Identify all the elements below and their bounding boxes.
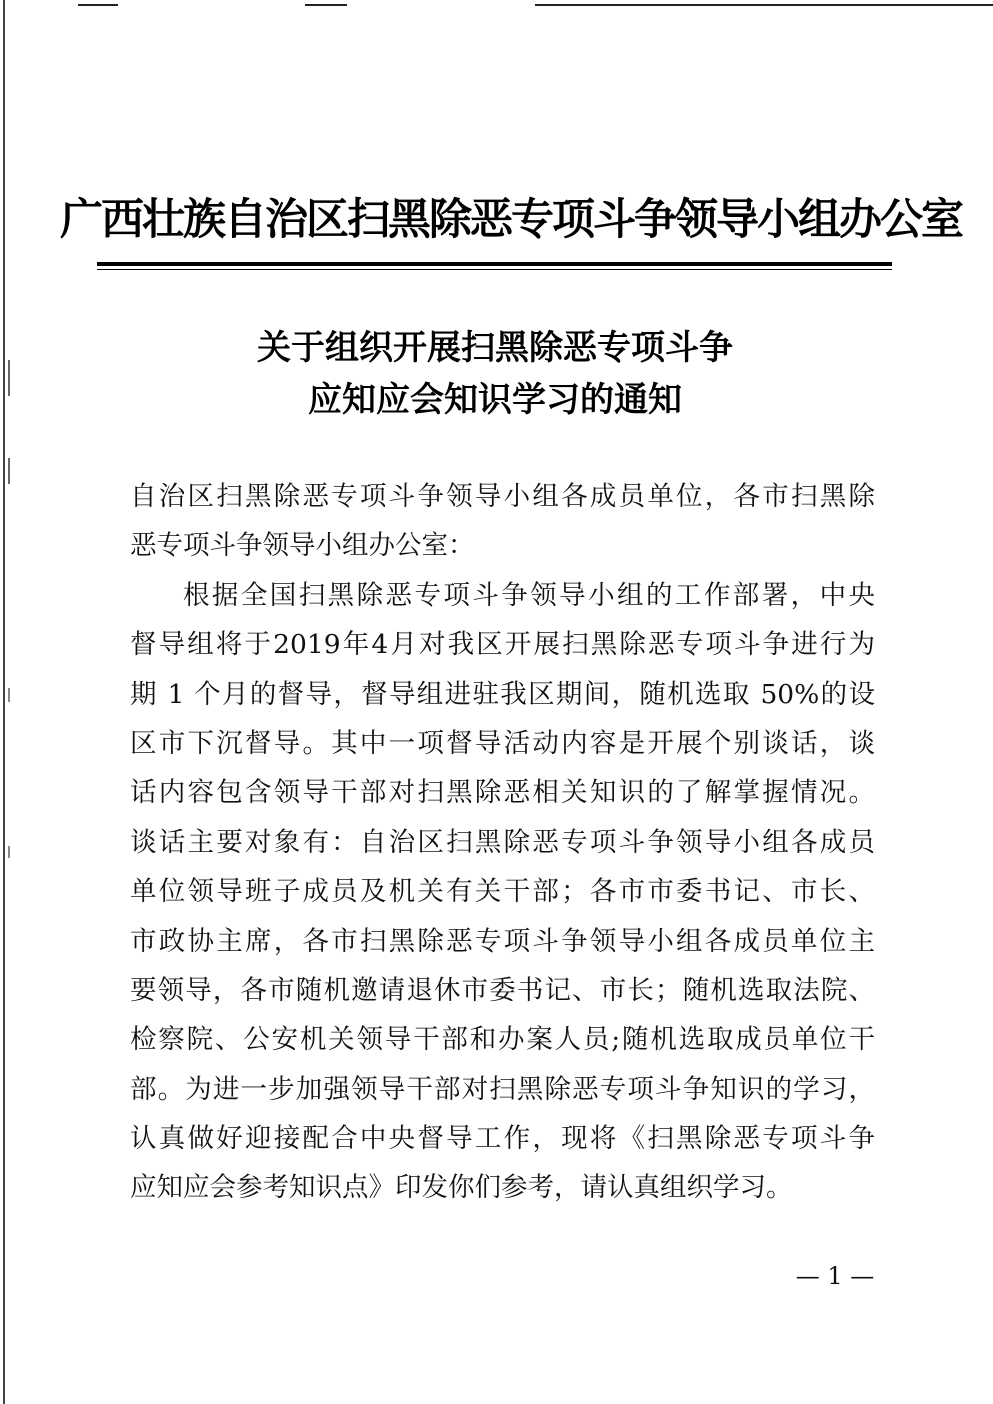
scan-artifact-left-tick (8, 360, 10, 396)
document-title-line: 关于组织开展扫黑除恶专项斗争 (257, 328, 733, 368)
document-body (130, 472, 875, 1213)
body-line: 区市下沉督导。其中一项督导活动内容是开展个别谈话，谈 (130, 727, 875, 759)
scan-artifact-left-edge (3, 0, 5, 1404)
body-line: 应知应会参考知识点》印发你们参考，请认真组织学习。 (130, 1172, 793, 1204)
letterhead-rule-thin (97, 269, 892, 270)
scan-artifact-left-tick (8, 846, 10, 858)
letterhead-rule-thick (97, 262, 892, 266)
scan-artifact-left-tick (8, 688, 10, 702)
scan-artifact-left-tick (8, 458, 10, 484)
scan-artifact-top-3 (535, 4, 993, 6)
body-line: 督导组将于2019年4月对我区开展扫黑除恶专项斗争进行为 (130, 629, 875, 661)
body-line: 期 1 个月的督导，督导组进驻我区期间，随机选取 50%的设 (130, 678, 875, 710)
body-line-salutation: 恶专项斗争领导小组办公室： (130, 530, 475, 562)
document-title (100, 322, 890, 426)
body-line: 单位领导班子成员及机关有关干部；各市市委书记、市长、 (130, 876, 875, 908)
body-line: 要领导，各市随机邀请退休市委书记、市长；随机选取法院、 (130, 974, 875, 1006)
body-line: 市政协主席，各市扫黑除恶专项斗争领导小组各成员单位主 (130, 925, 875, 957)
scan-artifact-top-2 (305, 4, 347, 6)
page-number: — 1 — (795, 1262, 875, 1290)
body-line: 谈话主要对象有：自治区扫黑除恶专项斗争领导小组各成员 (130, 826, 875, 858)
scan-artifact-top-1 (78, 4, 118, 6)
body-line-salutation: 自治区扫黑除恶专项斗争领导小组各成员单位，各市扫黑除 (130, 481, 875, 512)
body-line: 话内容包含领导干部对扫黑除恶相关知识的了解掌握情况。 (130, 777, 875, 809)
document-title-line: 应知应会知识学习的通知 (308, 380, 682, 420)
body-line: 检察院、公安机关领导干部和办案人员;随机选取成员单位干 (130, 1024, 875, 1056)
body-line: 认真做好迎接配合中央督导工作，现将《扫黑除恶专项斗争 (130, 1123, 875, 1155)
letterhead-issuer: 广西壮族自治区扫黑除恶专项斗争领导小组办公室 (60, 195, 962, 245)
body-line: 根据全国扫黑除恶专项斗争领导小组的工作部署，中央 (183, 579, 875, 611)
body-line: 部。为进一步加强领导干部对扫黑除恶专项斗争知识的学习， (130, 1073, 875, 1105)
